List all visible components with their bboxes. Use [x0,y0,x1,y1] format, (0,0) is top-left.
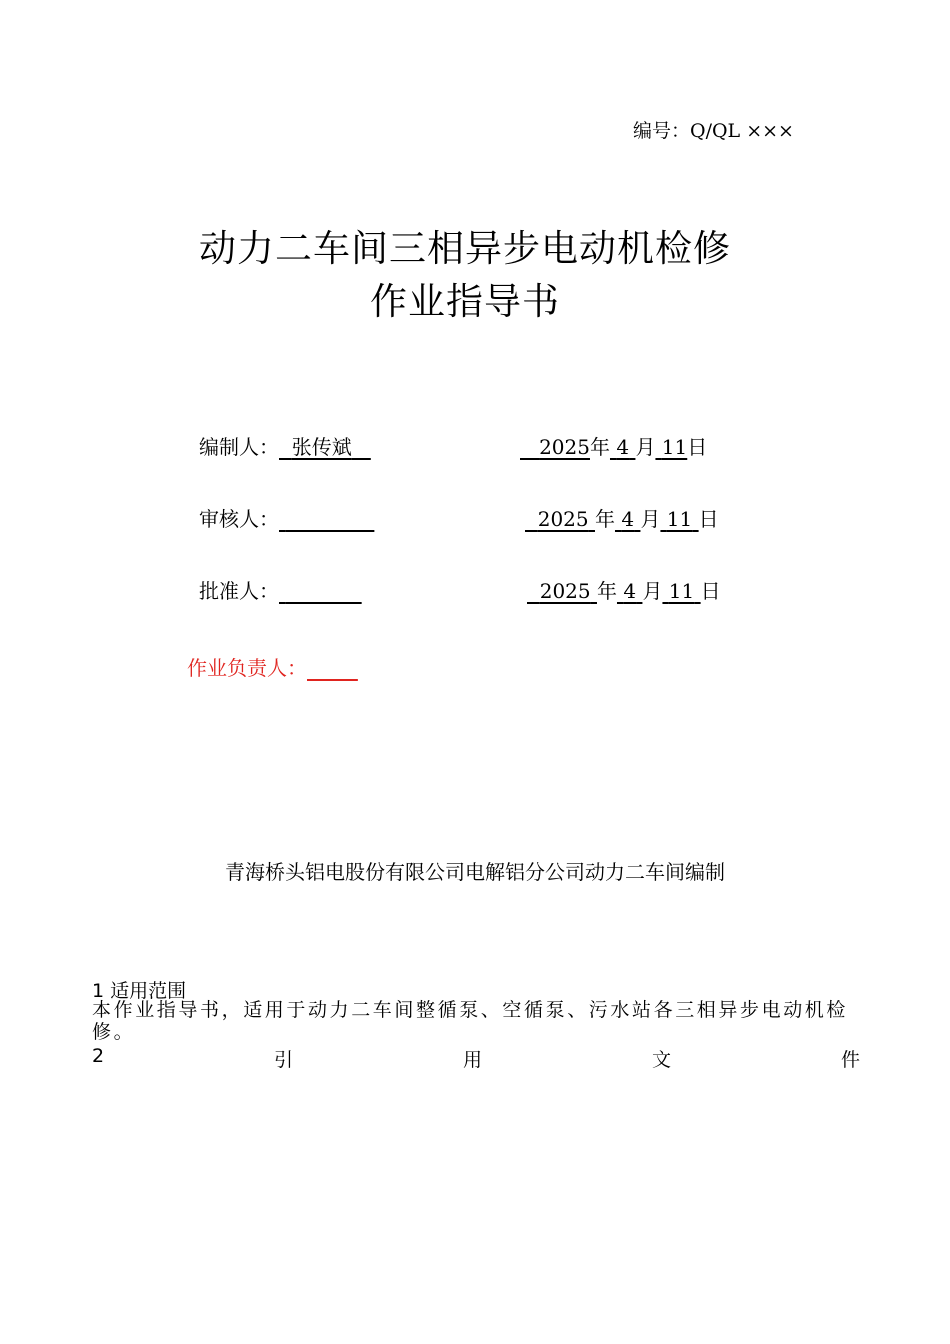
reviewer-day: 11 [666,507,693,531]
approver-name [279,579,362,603]
responsible-person [187,652,358,681]
company-name: 青海桥头铝电股份有限公司电解铝分公司动力二车间编制 [225,860,725,884]
section2-char: 用 [463,1049,483,1071]
reviewer-label: 审核人： [199,507,279,531]
approver-year: 2025 [539,579,591,603]
reviewer-date: 2025 年 4 月 11 日 [537,507,719,531]
document-title-line1: 动力二车间三相异步电动机检修 [199,227,731,270]
reviewer-signature [199,503,374,532]
approver-day: 11 [668,579,695,603]
section2-char: 文 [651,1049,671,1071]
section2-char: 引 [274,1049,294,1071]
compiler-month: 4 [616,435,630,459]
compiler-year: 2025 [539,435,590,459]
compiler-signature [199,431,371,460]
compiler-name: 张传斌 [291,435,352,459]
approver-label: 批准人： [199,579,279,603]
compiler-day: 11 [661,435,688,459]
section2-char: 件 [840,1049,860,1071]
section1-heading: 1 适用范围 [92,980,187,1002]
reviewer-month: 4 [621,507,635,531]
section2-heading [92,1045,860,1072]
section1-text: 本作业指导书，适用于动力二车间整循泵、空循泵、污水站各三相异步电动机检修。 [92,999,849,1043]
reviewer-name [279,507,374,531]
section2-number: 2 [92,1045,105,1067]
responsible-label: 作业负责人： [187,656,307,680]
responsible-name-blank [307,656,358,680]
compiler-date: 2025年 4 月 11日 [539,435,708,459]
approver-date: 2025 年 4 月 11 日 [539,579,721,603]
document-serial-number: 编号：Q/QL ××× [633,120,794,142]
document-title-line2: 作业指导书 [370,280,560,323]
approver-month: 4 [623,579,637,603]
reviewer-year: 2025 [537,507,589,531]
compiler-label: 编制人： [199,435,279,459]
approver-signature [199,575,362,604]
